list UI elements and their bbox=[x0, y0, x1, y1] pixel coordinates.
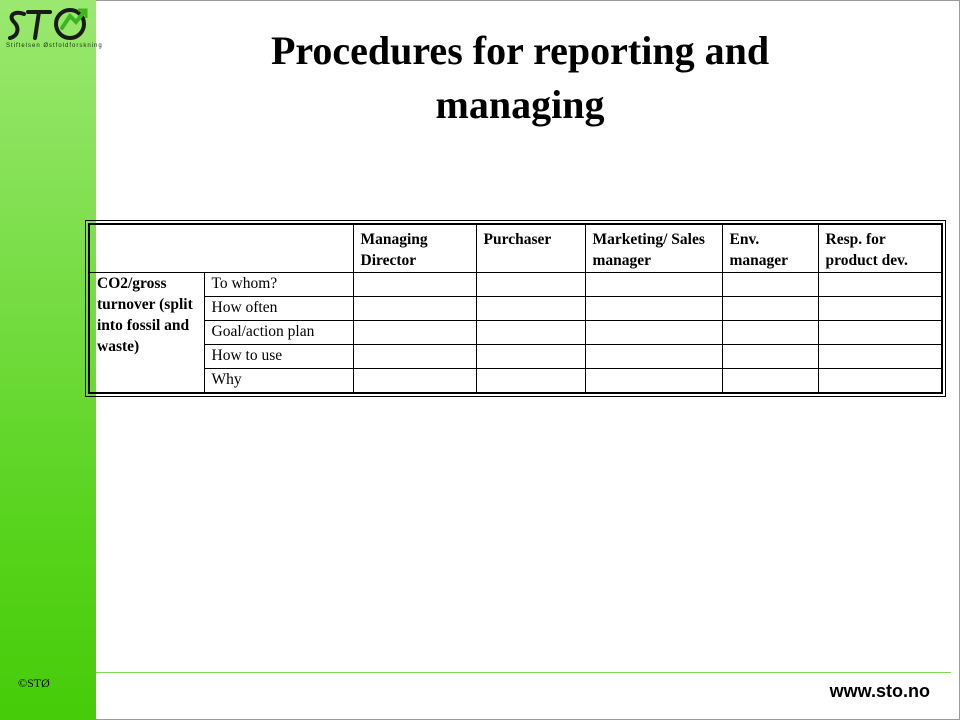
table-row bbox=[89, 297, 942, 321]
table-cell bbox=[353, 345, 476, 369]
table-cell bbox=[722, 345, 818, 369]
green-sidebar bbox=[0, 0, 103, 720]
table-cell bbox=[722, 321, 818, 345]
table-row bbox=[89, 273, 942, 297]
table-cell bbox=[722, 297, 818, 321]
title-line-2: managing bbox=[435, 82, 605, 127]
table-cell bbox=[353, 369, 476, 394]
row-label: To whom? bbox=[204, 273, 353, 297]
column-header: Managing Director bbox=[353, 224, 476, 273]
table-cell bbox=[722, 369, 818, 394]
row-group-label: CO2/gross turnover (split into fossil and waste) bbox=[89, 273, 204, 394]
table-cell bbox=[476, 321, 585, 345]
row-label: Why bbox=[204, 369, 353, 394]
table-cell bbox=[353, 321, 476, 345]
table-header-row bbox=[89, 224, 942, 273]
copyright-text: ©STØ bbox=[18, 676, 50, 690]
row-label: How often bbox=[204, 297, 353, 321]
row-label: How to use bbox=[204, 345, 353, 369]
header-corner-cell bbox=[89, 224, 353, 273]
table-cell bbox=[818, 321, 942, 345]
website-url: www.sto.no bbox=[829, 681, 930, 701]
table-cell bbox=[476, 345, 585, 369]
table-row bbox=[89, 321, 942, 345]
table-cell bbox=[818, 273, 942, 297]
footer-divider bbox=[96, 672, 951, 673]
table-cell bbox=[476, 297, 585, 321]
table-cell bbox=[818, 297, 942, 321]
table-row bbox=[89, 369, 942, 394]
reporting-table bbox=[88, 223, 943, 394]
table-cell bbox=[353, 273, 476, 297]
table-cell bbox=[585, 369, 722, 394]
table-cell bbox=[818, 345, 942, 369]
table-cell bbox=[585, 297, 722, 321]
table-cell bbox=[476, 369, 585, 394]
table-cell bbox=[585, 345, 722, 369]
table-cell bbox=[818, 369, 942, 394]
column-header: Env. manager bbox=[722, 224, 818, 273]
column-header: Purchaser bbox=[476, 224, 585, 273]
column-header: Resp. for product dev. bbox=[818, 224, 942, 273]
table-cell bbox=[353, 297, 476, 321]
title-line-1: Procedures for reporting and bbox=[270, 28, 770, 73]
slide-title bbox=[96, 24, 944, 132]
table-cell bbox=[722, 273, 818, 297]
column-header: Marketing/ Sales manager bbox=[585, 224, 722, 273]
table-cell bbox=[585, 321, 722, 345]
table-row bbox=[89, 345, 942, 369]
table-cell bbox=[585, 273, 722, 297]
row-label: Goal/action plan bbox=[204, 321, 353, 345]
logo-subtitle: Stiftelsen Østfoldforskning bbox=[6, 43, 103, 49]
table-cell bbox=[476, 273, 585, 297]
